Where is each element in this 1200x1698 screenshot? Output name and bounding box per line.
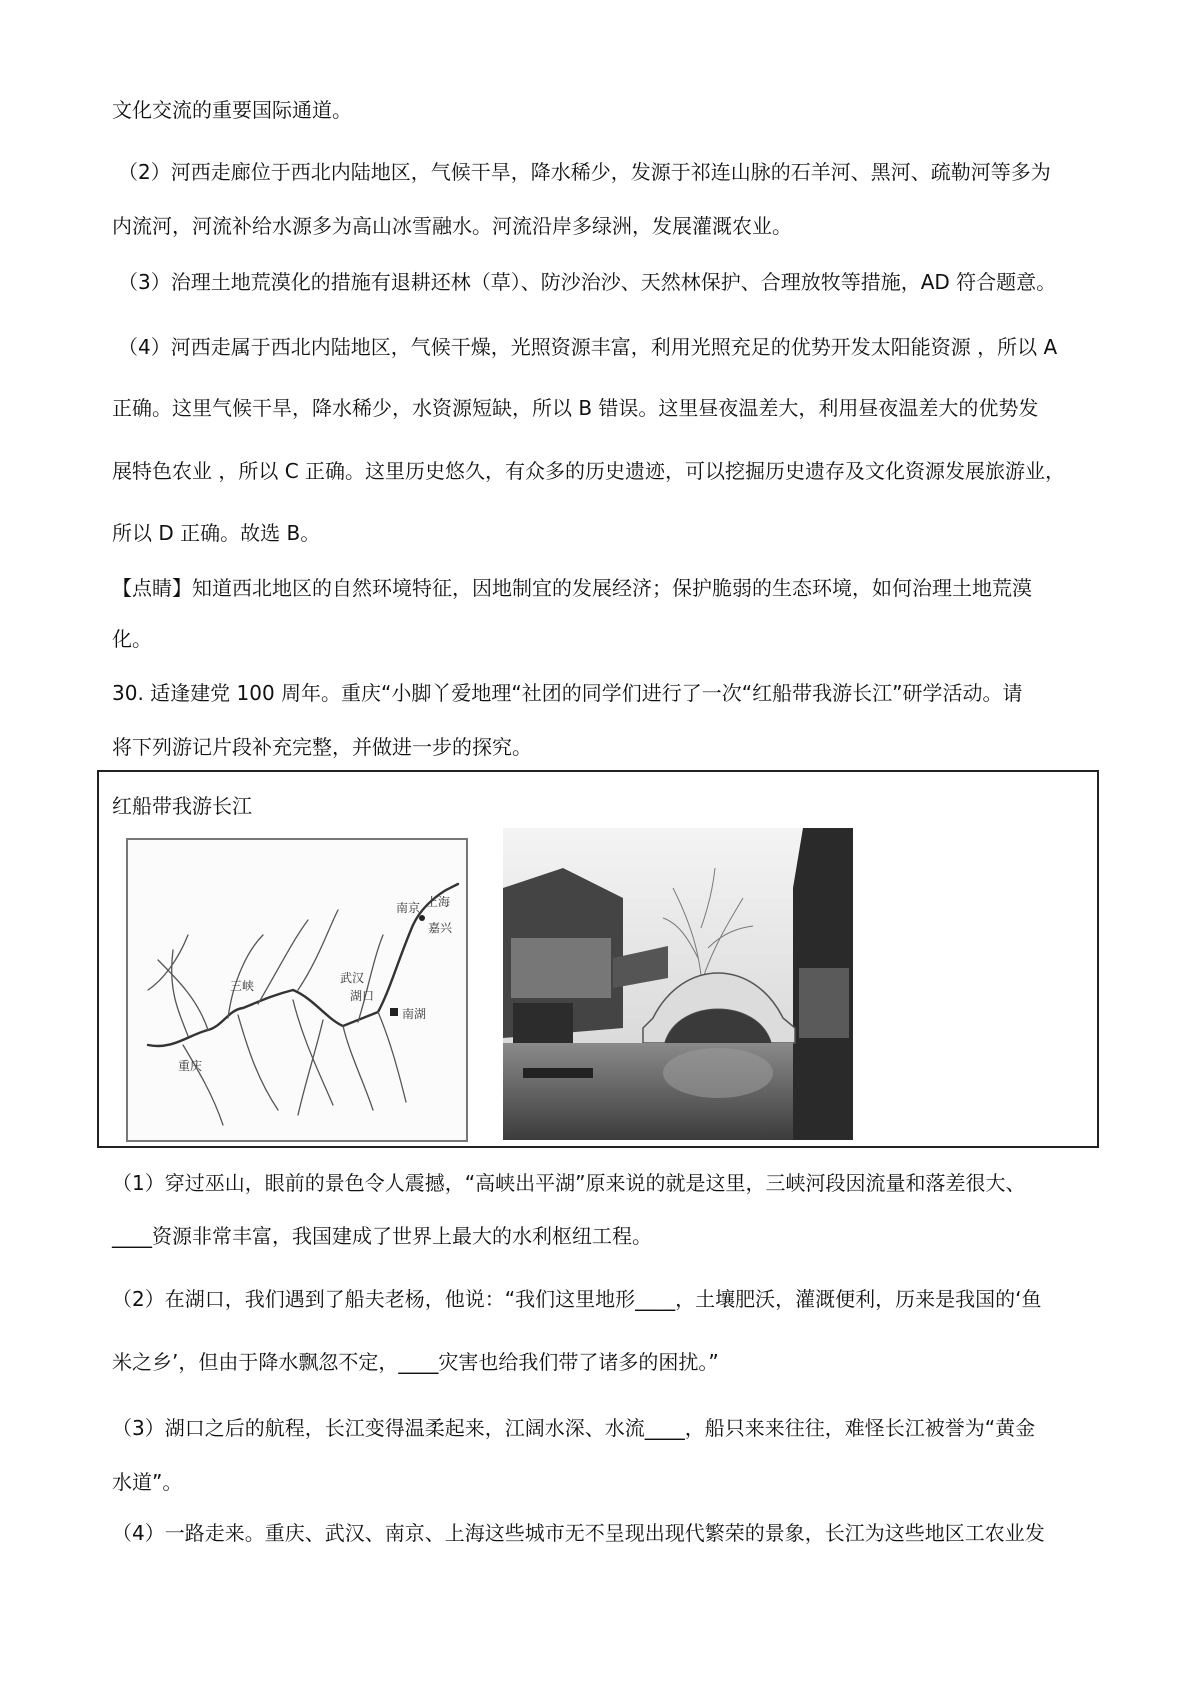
paragraph-line: 文化交流的重要国际通道。 [112, 98, 352, 122]
tributary-river [148, 935, 188, 990]
tip-line: 【点睛】知道西北地区的自然环境特征，因地制宜的发展经济；保护脆弱的生态环境，如何治理土地荒漠 [112, 576, 1032, 600]
paragraph-line: 内流河，河流补给水源多为高山冰雪融水。河流沿岸多绿洲，发展灌溉农业。 [112, 214, 792, 238]
paragraph-line: 正确。这里气候干旱，降水稀少，水资源短缺，所以 B 错误。这里昼夜温差大，利用昼夜温差大的优势发 [112, 396, 1039, 420]
map-label: 上海 [426, 895, 451, 909]
question-line: （4）一路走来。重庆、武汉、南京、上海这些城市无不呈现出现代繁荣的景象，长江为这些地区工农业发 [112, 1521, 1045, 1545]
question-line: （2）在湖口，我们遇到了船夫老杨，他说：“我们这里地形____，土壤肥沃，灌溉便利，历来是我国的‘鱼 [112, 1287, 1042, 1311]
paragraph-line: （3）治理土地荒漠化的措施有退耕还林（草）、防沙治沙、天然林保护、合理放牧等措施，AD 符合题意。 [118, 270, 1057, 294]
tributary-river [228, 935, 263, 1018]
nanhu-marker-icon [390, 1008, 398, 1016]
tributary-river [298, 910, 338, 990]
paragraph-line: （4）河西走属于西北内陆地区，气候干燥，光照资源丰富，利用光照充足的优势开发太阳能资源 ，所以 A [118, 335, 1058, 359]
paragraph-line: 展特色农业 ，所以 C 正确。这里历史悠久，有众多的历史遗迹，可以挖掘历史遗存及文化资源发展旅游业， [112, 459, 1066, 483]
tributary-river [258, 920, 308, 1004]
shanghai-marker-icon [419, 915, 425, 921]
question-line: ____资源非常丰富，我国建成了世界上最大的水利枢纽工程。 [112, 1224, 652, 1248]
tributary-river [238, 1015, 278, 1110]
paragraph-line: 所以 D 正确。故选 B。 [112, 521, 321, 545]
map-label: 南京 [396, 901, 421, 915]
paragraph-line: 化。 [112, 627, 152, 651]
question-line: 水道”。 [112, 1470, 183, 1494]
map-label: 三峡 [230, 979, 255, 993]
tributary-river [298, 1020, 323, 1115]
travel-notes-box [97, 770, 1099, 1148]
paragraph-line: （2）河西走廊位于西北内陆地区，气候干旱，降水稀少，发源于祁连山脉的石羊河、黑河、疏勒河等多为 [118, 160, 1051, 184]
box-title: 红船带我游长江 [112, 794, 252, 818]
question-line: 米之乡’，但由于降水飘忽不定，____灾害也给我们带了诸多的困扰。” [112, 1350, 719, 1374]
question-stem: 30. 适逢建党 100 周年。重庆“小脚丫爱地理“社团的同学们进行了一次“红船带我游长江”研学活动。请 [112, 681, 1023, 705]
map-label: 重庆 [178, 1059, 203, 1073]
map-label: 嘉兴 [428, 921, 453, 935]
tributary-river [158, 960, 208, 1030]
tributary-river [183, 1045, 223, 1125]
water-town-photo [503, 828, 853, 1140]
tributary-river [343, 1026, 373, 1110]
yangtze-sketch-map [126, 838, 468, 1142]
map-label: 南湖 [402, 1007, 427, 1021]
question-line: （3）湖口之后的航程，长江变得温柔起来，江阔水深、水流____，船只来来往往，难怪长江被誉为“黄金 [112, 1416, 1036, 1440]
map-label: 湖口 [350, 989, 375, 1003]
question-line: （1）穿过巫山，眼前的景色令人震撼，“高峡出平湖”原来说的就是这里，三峡河段因流量和落差很大、 [112, 1171, 1026, 1195]
map-label: 武汉 [340, 971, 365, 985]
question-stem: 将下列游记片段补充完整，并做进一步的探究。 [112, 735, 532, 759]
tributary-river [378, 1012, 406, 1102]
